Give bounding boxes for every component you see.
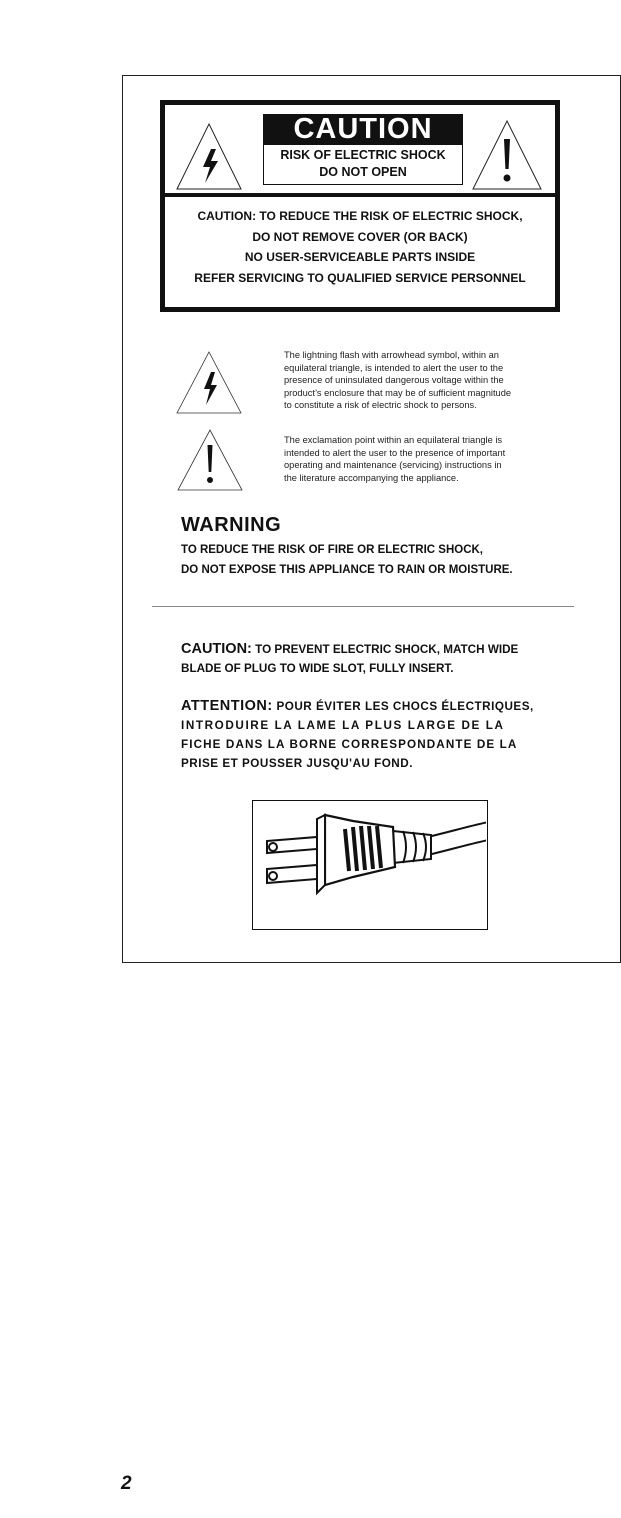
warning-line-2: DO NOT EXPOSE THIS APPLIANCE TO RAIN OR MOISTURE.	[181, 564, 513, 576]
plug-caution-line-1-text: TO PREVENT ELECTRIC SHOCK, MATCH WIDE	[251, 643, 519, 656]
exclamation-warning-icon	[471, 119, 543, 191]
plug-caution-line-1	[181, 640, 551, 659]
warning-title: WARNING	[181, 514, 282, 536]
caution-subtitle-line-1: RISK OF ELECTRIC SHOCK	[280, 148, 446, 162]
warning-line-1: TO REDUCE THE RISK OF FIRE OR ELECTRIC SHOCK,	[181, 544, 483, 556]
exclamation-symbol-description	[284, 434, 544, 484]
attention-line-2: INTRODUIRE LA LAME LA PLUS LARGE DE LA	[181, 719, 505, 732]
polarized-plug-illustration	[252, 800, 488, 930]
section-divider	[152, 606, 574, 607]
caution-line-4: REFER SERVICING TO QUALIFIED SERVICE PERSONNEL	[194, 270, 526, 285]
attention-line-1-text: POUR ÉVITER LES CHOCS ÉLECTRIQUES,	[272, 700, 534, 713]
attention-lead: ATTENTION:	[181, 698, 273, 714]
exclamation-text-line: The exclamation point within an equilateral triangle is	[284, 435, 503, 445]
exclamation-text-line: intended to alert the user to the presence of important	[284, 447, 506, 458]
caution-label	[160, 100, 560, 312]
exclamation-text-line: the literature accompanying the appliance.	[284, 472, 459, 483]
lightning-text-line: presence of uninsulated dangerous voltage within the	[284, 375, 504, 386]
lightning-warning-icon	[175, 121, 243, 191]
lightning-symbol-icon	[175, 350, 243, 415]
lightning-symbol-description	[284, 349, 544, 412]
plug-caution-line-2: BLADE OF PLUG TO WIDE SLOT, FULLY INSERT.	[181, 662, 454, 675]
caution-label-header	[165, 105, 555, 197]
plug-icon	[253, 801, 486, 928]
caution-line-2: DO NOT REMOVE COVER (OR BACK)	[252, 229, 468, 244]
lightning-text-line: The lightning flash with arrowhead symbol, within an	[284, 350, 499, 360]
exclamation-text-line: operating and maintenance (servicing) instructions in	[284, 460, 502, 471]
caution-subtitle	[263, 145, 463, 185]
lightning-text-line: product’s enclosure that may be of sufficient magnitude	[284, 387, 512, 398]
plug-caution-lead: CAUTION:	[181, 641, 252, 657]
attention-french	[181, 697, 551, 773]
attention-line-3: FICHE DANS LA BORNE CORRESPONDANTE DE LA	[181, 738, 518, 751]
caution-line-1: CAUTION: TO REDUCE THE RISK OF ELECTRIC SHOCK,	[197, 209, 523, 223]
lightning-text-line: equilateral triangle, is intended to alert the user to the	[284, 362, 504, 373]
caution-line-3: NO USER-SERVICEABLE PARTS INSIDE	[244, 250, 476, 264]
caution-title: CAUTION	[263, 114, 463, 145]
caution-instructions	[165, 206, 555, 288]
page-number: 2	[121, 1473, 132, 1494]
attention-line-4: PRISE ET POUSSER JUSQU'AU FOND.	[181, 757, 413, 770]
attention-line-1	[181, 697, 551, 716]
lightning-text-line: to constitute a risk of electric shock to persons.	[284, 400, 477, 411]
exclamation-symbol-icon	[176, 428, 244, 492]
caution-subtitle-line-2: DO NOT OPEN	[319, 165, 407, 179]
plug-caution	[181, 640, 551, 678]
